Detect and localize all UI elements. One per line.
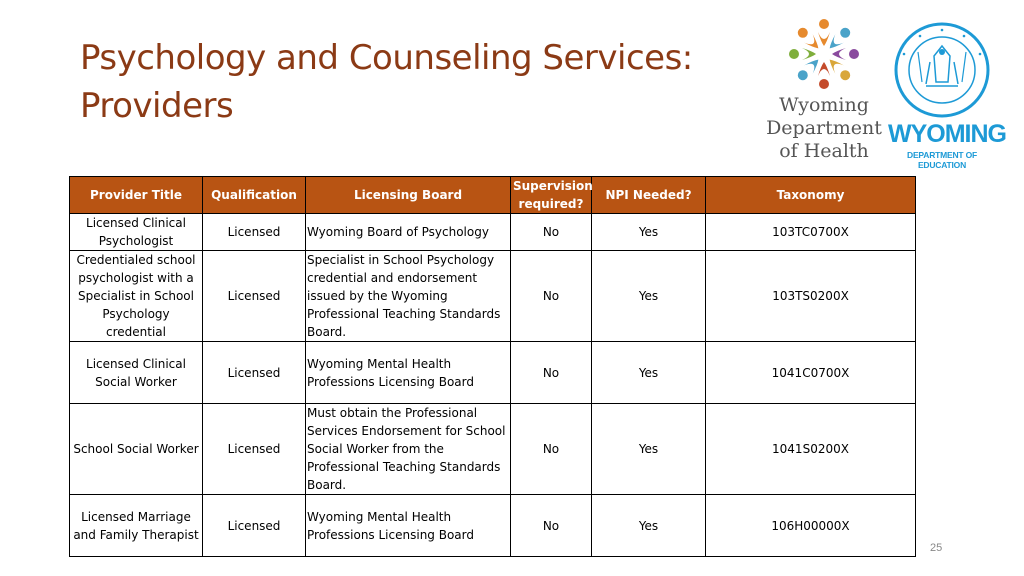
cell-supervision: No [511,495,592,557]
wyoming-department-of-education-logo [888,22,1006,170]
cell-licensing-board: Must obtain the Professional Services Endorsement for School Social Worker from the Professional Teaching Standards Board. [306,404,511,495]
table-row [70,495,916,557]
column-header-npi: NPI Needed? [592,177,706,214]
cell-provider-title: Licensed Marriage and Family Therapist [70,495,203,557]
cell-npi: Yes [592,495,706,557]
cell-provider-title: School Social Worker [70,404,203,495]
cell-supervision: No [511,214,592,251]
wyoming-seal-icon [888,22,996,118]
table-row [70,214,916,251]
cell-supervision: No [511,342,592,404]
cell-qualification: Licensed [203,404,306,495]
cell-provider-title: Licensed Clinical Psychologist [70,214,203,251]
page-number: 25 [930,542,943,554]
table-header-row [70,177,916,214]
cell-provider-title: Licensed Clinical Social Worker [70,342,203,404]
table-row [70,342,916,404]
cell-supervision: No [511,404,592,495]
column-header-licensing-board: Licensing Board [306,177,511,214]
table-row [70,404,916,495]
wdh-people-icon [760,14,888,94]
wde-logo-name: WYOMING [888,120,1006,148]
cell-qualification: Licensed [203,342,306,404]
column-header-qualification: Qualification [203,177,306,214]
wdh-logo-line: Department [766,117,882,139]
cell-licensing-board: Wyoming Board of Psychology [306,214,511,251]
cell-npi: Yes [592,251,706,342]
page-title-line-1: Psychology and Counseling Services: [80,38,693,78]
cell-supervision: No [511,251,592,342]
page-title-line-2: Providers [80,86,234,126]
cell-licensing-board: Wyoming Mental Health Professions Licensing Board [306,495,511,557]
table-row [70,251,916,342]
wde-logo-subtitle: DEPARTMENT OF EDUCATION [907,150,977,170]
page-title [80,34,760,130]
cell-licensing-board: Specialist in School Psychology credential and endorsement issued by the Wyoming Professional Teaching Standards Board. [306,251,511,342]
wdh-logo-line: Wyoming [779,94,869,116]
cell-taxonomy: 1041C0700X [706,342,916,404]
wdh-logo-text [760,94,888,163]
providers-table [69,176,916,557]
cell-npi: Yes [592,214,706,251]
cell-npi: Yes [592,404,706,495]
column-header-supervision: Supervision required? [511,177,592,214]
cell-taxonomy: 1041S0200X [706,404,916,495]
cell-qualification: Licensed [203,495,306,557]
column-header-taxonomy: Taxonomy [706,177,916,214]
cell-qualification: Licensed [203,214,306,251]
cell-npi: Yes [592,342,706,404]
column-header-provider-title: Provider Title [70,177,203,214]
cell-licensing-board: Wyoming Mental Health Professions Licensing Board [306,342,511,404]
cell-provider-title: Credentialed school psychologist with a Specialist in School Psychology credential [70,251,203,342]
cell-qualification: Licensed [203,251,306,342]
cell-taxonomy: 106H00000X [706,495,916,557]
cell-taxonomy: 103TC0700X [706,214,916,251]
cell-taxonomy: 103TS0200X [706,251,916,342]
wyoming-department-of-health-logo [760,14,888,164]
wdh-logo-line: of Health [779,140,869,162]
